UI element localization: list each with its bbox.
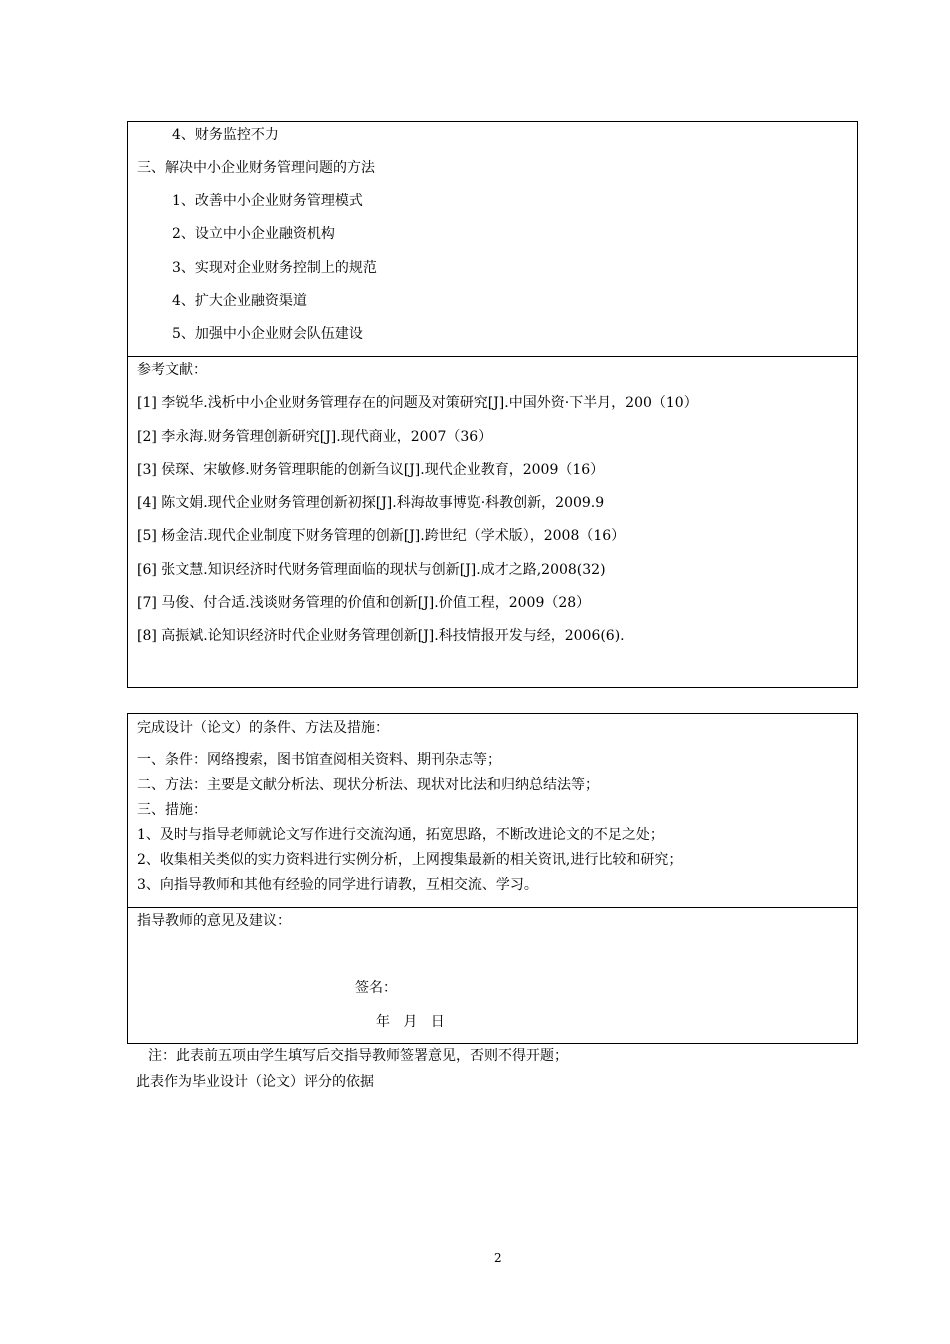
outline-item: 2、设立中小企业融资机构 — [172, 226, 335, 242]
reference-item: [5] 杨金洁.现代企业制度下财务管理的创新[J].跨世纪（学术版），2008（16） — [137, 528, 626, 544]
conditions-line: 二、方法：主要是文献分析法、现状分析法、现状对比法和归纳总结法等； — [137, 777, 599, 793]
reference-item: [1] 李锐华.浅析中小企业财务管理存在的问题及对策研究[J].中国外资·下半月，200（10） — [137, 395, 698, 411]
signature-label: 签名： — [355, 980, 397, 996]
footnote-line: 注：此表前五项由学生填写后交指导教师签署意见，否则不得开题； — [148, 1048, 568, 1064]
table-divider — [128, 356, 857, 357]
conditions-line: 2、收集相关类似的实力资料进行实例分析，上网搜集最新的相关资讯,进行比较和研究； — [137, 852, 683, 868]
outline-references-table — [127, 121, 858, 688]
conditions-line: 1、及时与指导老师就论文写作进行交流沟通，拓宽思路，不断改进论文的不足之处； — [137, 827, 664, 843]
reference-item: [2] 李永海.财务管理创新研究[J].现代商业，2007（36） — [137, 429, 493, 445]
references-title: 参考文献： — [137, 362, 207, 378]
outline-item: 4、扩大企业融资渠道 — [172, 293, 307, 309]
outline-item: 4、财务监控不力 — [172, 127, 279, 143]
conditions-line: 3、向指导教师和其他有经验的同学进行请教，互相交流、学习。 — [137, 877, 538, 893]
reference-item: [7] 马俊、付合适.浅谈财务管理的价值和创新[J].价值工程，2009（28） — [137, 595, 591, 611]
outline-item: 5、加强中小企业财会队伍建设 — [172, 326, 363, 342]
conditions-advisor-table — [127, 713, 858, 1044]
conditions-line: 三、措施： — [137, 802, 207, 818]
outline-item: 1、改善中小企业财务管理模式 — [172, 193, 363, 209]
outline-section-heading: 三、解决中小企业财务管理问题的方法 — [137, 160, 375, 176]
footnote-line: 此表作为毕业设计（论文）评分的依据 — [136, 1074, 374, 1090]
date-label: 年 月 日 — [376, 1014, 445, 1030]
reference-item: [4] 陈文娟.现代企业财务管理创新初探[J].科海故事博览·科教创新，2009.9 — [137, 495, 605, 511]
conditions-line: 一、条件：网络搜索，图书馆查阅相关资料、期刊杂志等； — [137, 752, 501, 768]
reference-item: [8] 高振斌.论知识经济时代企业财务管理创新[J].科技情报开发与经，2006(6). — [137, 628, 625, 644]
page-number: 2 — [494, 1251, 502, 1265]
table-divider — [128, 907, 857, 908]
conditions-title: 完成设计（论文）的条件、方法及措施： — [137, 720, 389, 736]
outline-item: 3、实现对企业财务控制上的规范 — [172, 260, 377, 276]
reference-item: [6] 张文慧.知识经济时代财务管理面临的现状与创新[J].成才之路,2008(32) — [137, 562, 606, 578]
reference-item: [3] 侯琛、宋敏修.财务管理职能的创新刍议[J].现代企业教育，2009（16） — [137, 462, 605, 478]
advisor-opinion-title: 指导教师的意见及建议： — [137, 913, 291, 929]
